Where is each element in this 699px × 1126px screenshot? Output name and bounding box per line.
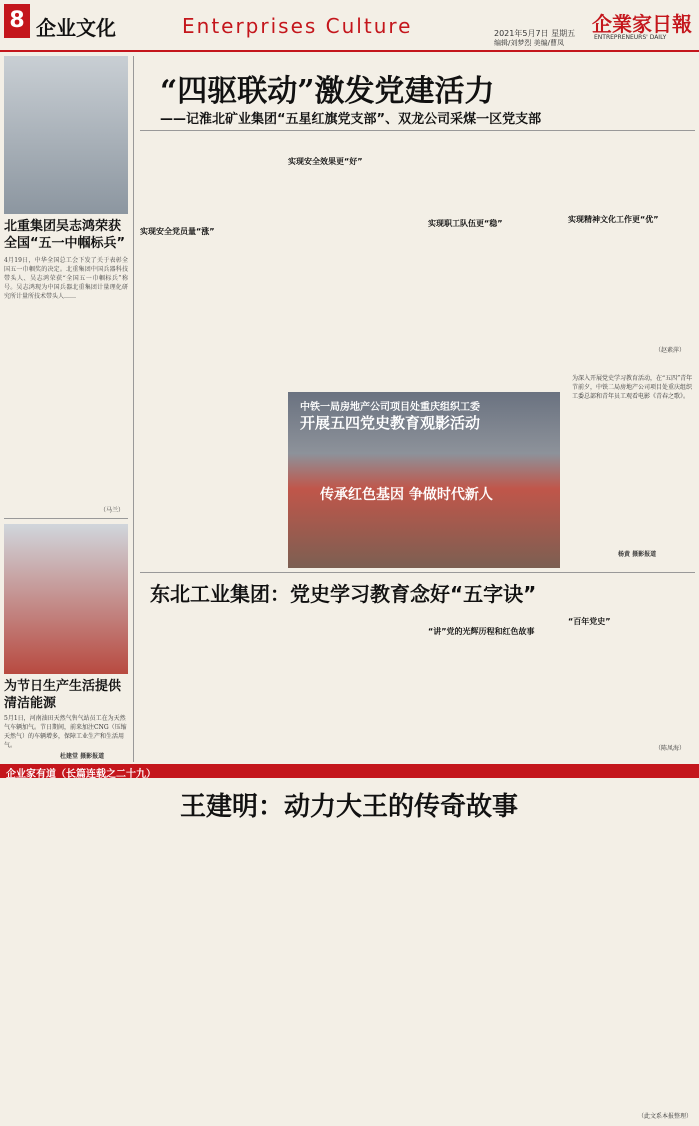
- second-col-3: [428, 640, 560, 758]
- photo-banner-text: 传承红色基因 争做时代新人: [320, 487, 493, 503]
- serial-footnote: （此文系本报整理）: [638, 1113, 693, 1120]
- lead-section-1: 实现安全党员量“涨”: [140, 227, 215, 236]
- divider: [140, 130, 695, 131]
- divider: [4, 518, 128, 519]
- gas-byline: 杜建堂 摄影报道: [60, 753, 105, 760]
- second-col-2: [288, 608, 420, 758]
- page-number: 8: [4, 4, 30, 38]
- lead-col-4b: [568, 228, 696, 340]
- second-col-1: [140, 608, 275, 758]
- divider: [140, 572, 695, 573]
- issue-date: 2021年5月7日 星期五: [494, 29, 576, 38]
- photo-byline: 杨黄 摄影报道: [618, 551, 657, 558]
- lead-section-2: 实现安全效果更“好”: [288, 157, 363, 166]
- photo-title-small: 中铁一局房地产公司项目处重庆组织工委: [300, 402, 480, 413]
- lead-col-3b: [428, 232, 560, 352]
- photo-title-big: 开展五四党史教育观影活动: [300, 414, 481, 432]
- serial-col-5: [568, 826, 696, 1110]
- newspaper-logo-en: ENTREPRENEURS' DAILY: [594, 34, 667, 41]
- second-col-4: [568, 630, 696, 740]
- editor-credit: 编辑/刘梦烈 美编/曹凤: [494, 39, 564, 47]
- lead-col-3: [428, 136, 560, 216]
- header-rule: [0, 50, 699, 52]
- lead-headline: “四驱联动”激发党建活力: [160, 74, 495, 109]
- lead-subhead: ——记淮北矿业集团“五星红旗党支部”、双龙公司采煤一区党支部: [160, 112, 542, 127]
- lead-col-2: [288, 136, 420, 152]
- gas-caption: 5月1日，河南油田天然气售气站员工在为天然气车辆加气。节日期间，前来加注CNG（压缩天然气）的车辆增多，保障工业生产和生活用气。: [4, 715, 127, 749]
- second-section-3: “百年党史”: [568, 617, 611, 626]
- section-title: 企业文化: [36, 16, 116, 40]
- lead-col-1b: [140, 240, 275, 390]
- second-byline: （陈凤海）: [655, 745, 686, 752]
- left-body: 4月19日，中华全国总工会下发了关于表彰全国五一巾帼奖的决定。北重集团中国兵器科技带头人、吴志鸿荣获“全国五一巾帼标兵”称号。吴志鸿现为中国兵器北重集团计量理化研究所计量所技术带头人……: [4, 257, 128, 300]
- section-title-en: Enterprises Culture: [182, 14, 413, 38]
- lead-section-3: 实现职工队伍更“稳”: [428, 219, 503, 228]
- serial-col-3: [292, 826, 426, 1122]
- gas-worker-photo: [4, 524, 128, 674]
- serial-col-1: [4, 826, 140, 1122]
- worker-photo: [4, 56, 128, 214]
- left-byline: （马兰）: [100, 507, 125, 514]
- gas-headline: 为节日生产生活提供清洁能源: [4, 679, 122, 711]
- serial-headline: 王建明：动力大王的传奇故事: [180, 792, 519, 822]
- serial-col-4: [432, 826, 562, 1122]
- lead-col-4: [568, 136, 696, 186]
- second-section-1: “讲”党的光辉历程和红色故事: [428, 627, 535, 636]
- lead-col-1: [140, 136, 275, 216]
- lead-byline: （赵素萍）: [655, 347, 686, 354]
- second-headline: 东北工业集团：党史学习教育念好“五字诀”: [150, 582, 537, 606]
- serial-col-2: [148, 826, 284, 1122]
- lead-col-2b: [288, 170, 420, 390]
- left-headline: 北重集团吴志鸿荣获全国“五一中帼标兵”: [4, 219, 126, 251]
- newspaper-logo: 企業家日報: [592, 12, 692, 36]
- column-divider: [133, 56, 134, 762]
- serial-banner: 企业家有道（长篇连载之二十九）: [6, 769, 156, 780]
- lead-section-4: 实现精神文化工作更“优”: [568, 215, 659, 224]
- photo-caption: 为深入开展党史学习教育活动，在“五四”青年节前夕，中铁二局房地产公司项目处重庆组织工委总部和青年员工观看电影《青春之歌》。: [572, 375, 693, 400]
